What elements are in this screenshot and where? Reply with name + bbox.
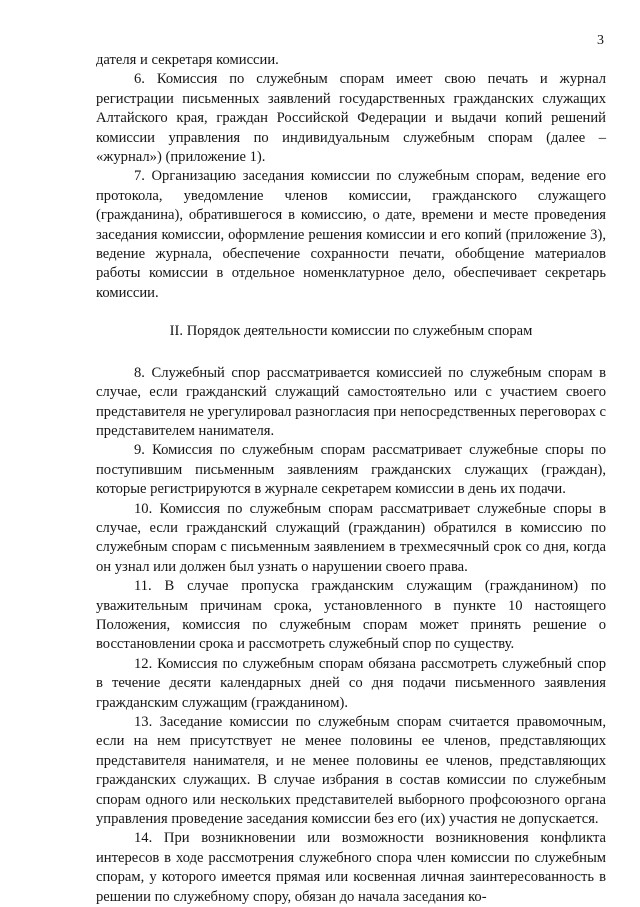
paragraph-8: 8. Служебный спор рассматривается комиссией по служебным спорам в случае, если гражданский служащий самостоятельно или с участием своего представителя не урегулировал разногласия при непосредственных переговорах с представителем нанимателя. bbox=[96, 364, 606, 439]
paragraph-14: 14. При возникновении или возможности возникновения конфликта интересов в ходе рассмотрения служебного спора член комиссии по служебным спорам, у которого имеется прямая или косвенная личная заинтересованность в решении по служебному спору, обязан до начала заседания ко- bbox=[96, 830, 606, 905]
paragraph-13: 13. Заседание комиссии по служебным спорам считается правомочным, если на нем присутствует не менее половины ее членов, представляющих представителя нанимателя, и не менее половины ее членов, представляющих гражданских служащих. В случае избрания в состав комиссии по служебным спорам одного или нескольких представителей выборного профсоюзного органа управления проведение заседания комиссии без его (их) участия не допускается. bbox=[96, 714, 606, 828]
paragraph-9: 9. Комиссия по служебным спорам рассматривает служебные споры по поступившим письменным заявлениям гражданских служащих (граждан), которые регистрируются в журнале секретарем комиссии в день их подачи. bbox=[96, 442, 606, 498]
paragraph-11: 11. В случае пропуска гражданским служащим (гражданином) по уважительным причинам срока, установленного в пункте 10 настоящего Положения, комиссия по служебным спорам может принять решение о восстановлении срока и рассмотреть служебный спор по существу. bbox=[96, 578, 606, 653]
paragraph-continuation: дателя и секретаря комиссии. bbox=[96, 52, 279, 68]
paragraph-6: 6. Комиссия по служебным спорам имеет свою печать и журнал регистрации письменных заявлений государственных гражданских служащих Алтайского края, граждан Российской Федерации и выдачи копий решений комиссии управления по индивидуальным служебным спорам (далее – «журнал») (приложение 1). bbox=[96, 71, 606, 166]
document-body bbox=[96, 51, 606, 907]
paragraph-12: 12. Комиссия по служебным спорам обязана рассмотреть служебный спор в течение десяти календарных дней со дня подачи письменного заявления гражданским служащим (гражданином). bbox=[96, 655, 606, 711]
section-heading: II. Порядок деятельности комиссии по служебным спорам bbox=[169, 323, 533, 340]
page-number: 3 bbox=[597, 33, 604, 48]
paragraph-10: 10. Комиссия по служебным спорам рассматривает служебные споры в случае, если гражданский служащий (гражданин) обратился в комиссию по служебным спорам с письменным заявлением в трехмесячный срок со дня, когда он узнал или должен был узнать о нарушении своего права. bbox=[96, 500, 606, 575]
paragraph-7: 7. Организацию заседания комиссии по служебным спорам, ведение его протокола, уведомление членов комиссии, гражданского служащего (гражданина), обратившегося в комиссию, о дате, времени и месте проведения заседания комиссии, оформление решения комиссии и его копий (приложение 3), ведение журнала, обеспечение сохранности печати, обобщение материалов работы комиссии в отдельное номенклатурное дело, обеспечивает секретарь комиссии. bbox=[96, 168, 606, 301]
